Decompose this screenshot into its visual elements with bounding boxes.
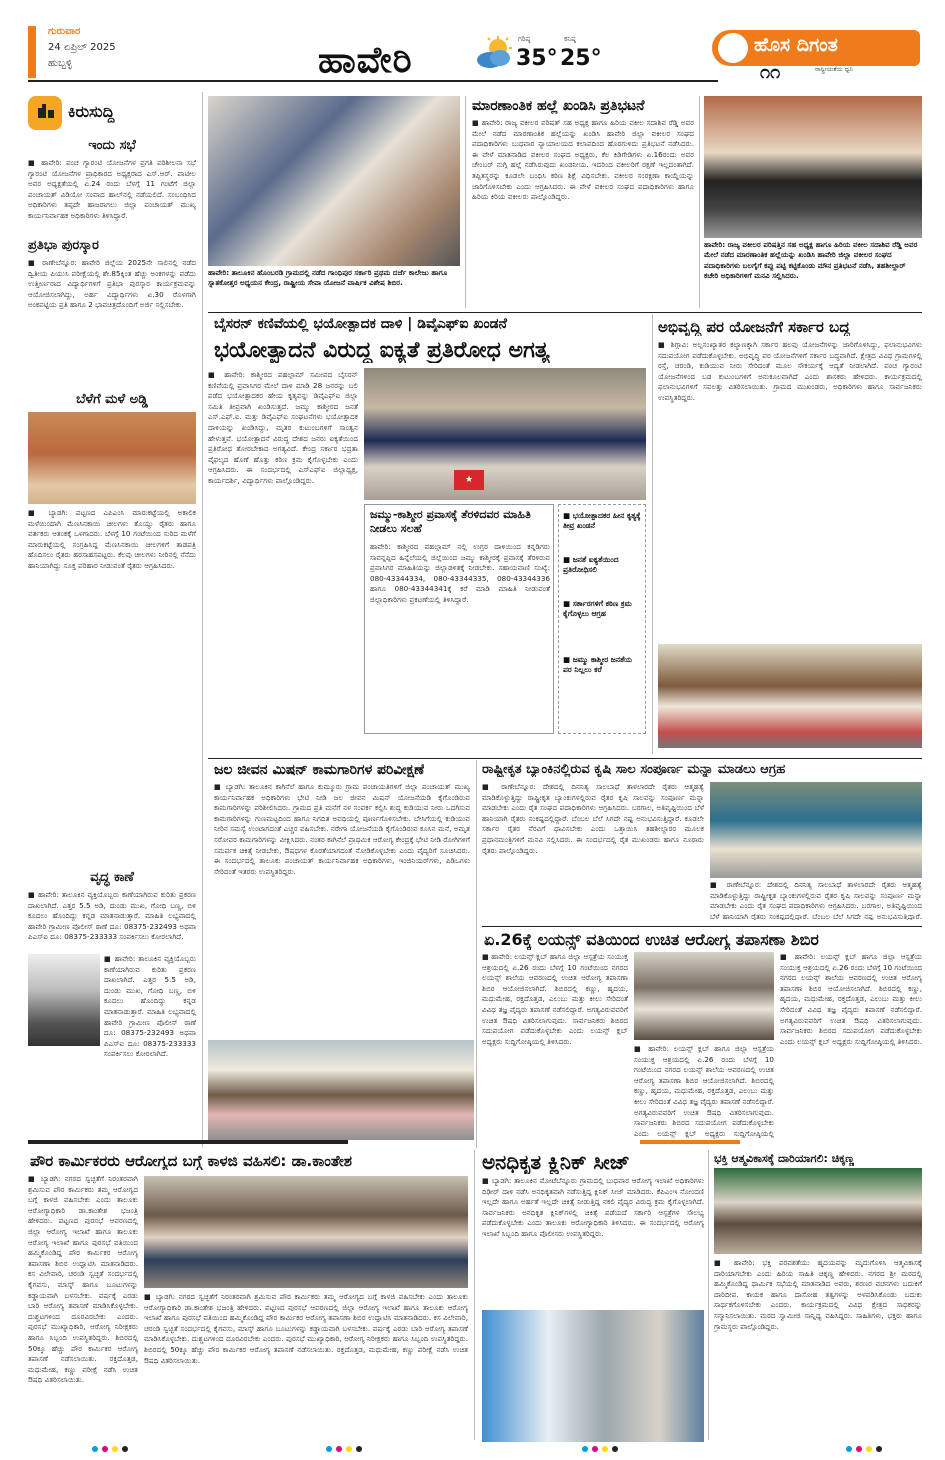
bullet-item <box>563 599 643 619</box>
min-temp: 25° <box>560 46 602 71</box>
clinic-seize-photo <box>482 1310 704 1442</box>
page-title: ಹಾವೇರಿ <box>318 40 413 81</box>
lawyers-protest-caption: ಹಾವೇರಿ: ರಾಜ್ಯ ವಕೀಲರ ಪರಿಷತ್ತಿನ ಸಹ ಅಧ್ಯಕ್ಷ ಹಾಗೂ ಹಿರಿಯ ವಕೀಲ ಸದಾಶಿವ ರೆಡ್ಡಿ ಅವರ ಮೇಲೆ ನಡೆದ ಮಾರಣಾಂತಿಕ ಹಲ್ಲೆಯನ್ನು ಖಂಡಿಸಿ ಹಾವೇರಿ ಜಿಲ್ಲಾ ವಕೀಲರ ಸಂಘದ ಪದಾಧಿಕಾರಿಗಳು ಬಲಗೈಗೆ ಕಪ್ಪು ಪಟ್ಟಿ ಕಟ್ಟಿಕೊಂಡು ಮೌನ ಪ್ರತಿಭಟನೆ ನಡೆಸಿ, ತಹಶೀಲ್ದಾರ್ ಕಚೇರಿ ಅಧಿಕಾರಿಗಳಿಗೆ ಮನವಿ ಸಲ್ಲಿಸಿದರು. <box>704 240 918 281</box>
bullet-text: ಜನತೆ ಐಕ್ಯತೆಯಿಂದ ಪ್ರತಿರೋಧಿಸಲಿ <box>563 555 619 574</box>
devotion-event-photo <box>714 1168 922 1254</box>
water-mission-body: ■ ಬ್ಯಾಡಗಿ: ತಾಲೂಕಿನ ಕಾಗಿನೆಲೆ ಹಾಗೂ ಕುಮ್ಮೂರು ಗ್ರಾಮ ಪಂಚಾಯತಿಗಳಿಗೆ ಜಿಲ್ಲಾ ಪಂಚಾಯತ್ ಮುಖ್ಯ ಕಾರ್ಯನಿರ್ವಾಹಕ ಅಧಿಕಾರಿಗಳು ಭೇಟಿ ನೀಡಿ ಜಲ ಜೀವನ ಮಿಷನ್ ಯೋಜನೆಯಡಿ ಕೈಗೊಂಡಿರುವ ಕಾಮಗಾರಿಗಳನ್ನು ಪರಿಶೀಲಿಸಿದರು. ಗ್ರಾಮದ ಪ್ರತಿ ಮನೆಗೆ ನಳ ಸಂಪರ್ಕ ಕಲ್ಪಿಸಿ ಶುದ್ಧ ಕುಡಿಯುವ ನೀರು ಒದಗಿಸುವ ಕಾಮಗಾರಿಗಳನ್ನು ಗುಣಮಟ್ಟದಿಂದ ಹಾಗೂ ನಿಗದಿತ ಅವಧಿಯಲ್ಲಿ ಪೂರ್ಣಗೊಳಿಸಬೇಕು. ಬೇಸಿಗೆಯಲ್ಲಿ ಕುಡಿಯುವ ನೀರಿನ ಸಮಸ್ಯೆ ಉಂಟಾಗದಂತೆ ಎಚ್ಚರ ವಹಿಸಬೇಕು. ನರೇಗಾ ಯೋಜನೆಯಡಿ ಕೈಗೊಂಡಿರುವ ಕೂಸಿನ ಮನೆ, ಅಮೃತ ಸರೋವರ ಕಾಮಗಾರಿಗಳನ್ನು ವೀಕ್ಷಿಸಿದರು. ನಂತರ ಕಾಗಿನೆಲೆ ಪ್ರಾಥಮಿಕ ಆರೋಗ್ಯ ಕೇಂದ್ರಕ್ಕೆ ಭೇಟಿ ನೀಡಿ ರೋಗಿಗಳಿಗೆ ಸಮರ್ಪಕ ಚಿಕಿತ್ಸೆ ನೀಡಬೇಕು, ಔಷಧಗಳ ಕೊರತೆಯಾಗದಂತೆ ನೋಡಿಕೊಳ್ಳಬೇಕು ಎಂದು ವೈದ್ಯರಿಗೆ ಸೂಚಿಸಿದರು. ಈ ಸಂದರ್ಭದಲ್ಲಿ ತಾಲೂಕು ಪಂಚಾಯತ್ ಕಾರ್ಯನಿರ್ವಾಹಕ ಅಧಿಕಾರಿಗಳು, ಇಂಜಿನಿಯರ್‌ಗಳು, ಪಿಡಿಒಗಳು ಸೇರಿದಂತೆ ಇತರರು ಉಪಸ್ಥಿತರಿದ್ದರು. <box>214 782 470 876</box>
loan-waiver-body: ■ ರಾಣೇಬೆನ್ನೂರ: ದೇಶದಲ್ಲಿ ದಿನನಿತ್ಯ ಸಾಲಬಾಧೆ ತಾಳಲಾರದೇ ರೈತರು ಆತ್ಮಹತ್ಯೆ ಮಾಡಿಕೊಳ್ಳುತ್ತಿದ್ದು ರಾಷ್ಟ್ರೀಕೃತ ಬ್ಯಾಂಕುಗಳಲ್ಲಿರುವ ರೈತರ ಕೃಷಿ ಸಾಲವನ್ನು ಸಂಪೂರ್ಣ ಮನ್ನಾ ಮಾಡಬೇಕು ಎಂದು ರೈತ ಸಂಘದ ಪದಾಧಿಕಾರಿಗಳು ಆಗ್ರಹಿಸಿದರು. ಬರಗಾಲ, ಅತಿವೃಷ್ಟಿಯಿಂದ ಬೆಳೆ ಹಾನಿಯಾಗಿ ರೈತರು ಸಂಕಷ್ಟದಲ್ಲಿದ್ದಾರೆ. ಬೆಂಬಲ ಬೆಲೆ ಸಿಗದೇ ನಷ್ಟ ಅನುಭವಿಸುತ್ತಿದ್ದಾರೆ. ಕೂಡಲೇ ಸರ್ಕಾರ ರೈತರ ನೆರವಿಗೆ ಧಾವಿಸಬೇಕು ಎಂದು ಒತ್ತಾಯಿಸಿ ತಹಶೀಲ್ದಾರರ ಮೂಲಕ ಪ್ರಧಾನಮಂತ್ರಿಗಳಿಗೆ ಮನವಿ ಸಲ್ಲಿಸಿದರು. ಈ ಸಂದರ್ಭದಲ್ಲಿ ರೈತ ಮುಖಂಡರು ಹಾಗೂ ನೂರಾರು ರೈತರು ಪಾಲ್ಗೊಂಡಿದ್ದರು. <box>482 782 704 855</box>
bullet-icon: ■ <box>563 599 573 608</box>
column-divider-bottom-1 <box>474 1150 475 1440</box>
bullet-text: ಭಯೋತ್ಪಾದಕರ ಹೀನ ಕೃತ್ಯಕ್ಕೆ ತೀವ್ರ ಖಂಡನೆ <box>563 511 641 530</box>
kiru-story-3-body: ■ ಬ್ಯಾಡಗಿ: ಪಟ್ಟಣದ ಎಪಿಎಂಸಿ ಮಾರುಕಟ್ಟೆಯಲ್ಲಿ ಅಕಾಲಿಕ ಮಳೆಯಿಂದಾಗಿ ಮೆಣಸಿನಕಾಯಿ ಚೀಲಗಳು ತೊಯ್ದು ರೈತರು ಹಾಗೂ ವರ್ತಕರು ಆತಂಕಕ್ಕೆ ಒಳಗಾದರು. ಬೆಳಗ್ಗೆ 10 ಗಂಟೆಯಿಂದ ಸುರಿದ ಮಳೆಗೆ ಮಾರುಕಟ್ಟೆಯಲ್ಲಿ ಸಂಗ್ರಹಿಸಿದ್ದ ಮೆಣಸಿನಕಾಯಿ ಚೀಲಗಳಿಗೆ ತಾಡಪತ್ರಿ ಹೊದಿಸಲು ರೈತರು ಹರಸಾಹಸಪಟ್ಟರು. ಕೆಲವು ಚೀಲಗಳು ನೀರಿನಲ್ಲಿ ನೆನೆದು ಹಾನಿಯಾಗಿದ್ದು ಸೂಕ್ತ ಪರಿಹಾರ ನೀಡುವಂತೆ ರೈತರು ಆಗ್ರಹಿಸಿದರು. <box>28 508 196 570</box>
section-rule-1 <box>208 312 922 313</box>
dev-title: ಅಭಿವೃದ್ಧಿ ಪರ ಯೋಜನೆಗೆ ಸರ್ಕಾರ ಬದ್ಧ <box>658 318 851 336</box>
fold-bar-left <box>28 1140 348 1144</box>
lead-kicker: ಬೈಸರನ್ ಕಣಿವೆಯಲ್ಲಿ ಭಯೋತ್ಪಾದಕ ದಾಳಿ | ಡಿವೈಎಫ್ಐ ಖಂಡನೆ <box>214 316 507 332</box>
kashmir-box-body: ಹಾವೇರಿ: ಕಾಶ್ಮೀರದ ಪಹಲ್ಗಾಮ್ ನಲ್ಲಿ ಉಗ್ರರ ದಾಳಿಯಿಂದ ಕನ್ನಡಿಗರು ಸಾವನ್ನಪ್ಪಿದ ಹಿನ್ನೆಲೆಯಲ್ಲಿ ಜಿಲ್ಲೆಯಿಂದ ಜಮ್ಮು ಕಾಶ್ಮೀರಕ್ಕೆ ಪ್ರವಾಸಕ್ಕೆ ತೆರಳಿರುವ ಪ್ರವಾಸಿಗರ ಮಾಹಿತಿಯನ್ನು ಜಿಲ್ಲಾಡಳಿತಕ್ಕೆ ನೀಡಬೇಕು. ಸಹಾಯವಾಣಿ ಸಂಖ್ಯೆ: 080-43344334, 080-43344335, 080-43344336 ಹಾಗೂ 080-43344341ಕ್ಕೆ ಕರೆ ಮಾಡಿ ಮಾಹಿತಿ ನೀಡುವಂತೆ ಜಿಲ್ಲಾಧಿಕಾರಿಗಳು ಪ್ರಕಟಣೆಯಲ್ಲಿ ತಿಳಿಸಿದ್ದಾರೆ. <box>370 542 550 604</box>
chilli-market-photo <box>28 412 196 504</box>
lead-headline: ಭಯೋತ್ಪಾದನೆ ವಿರುದ್ಧ ಐಕ್ಯತೆ ಪ್ರತಿರೋಧ ಅಗತ್ಯ <box>214 338 550 363</box>
column-divider-top-2 <box>699 96 700 308</box>
dev-body: ■ ಶಿಗ್ಗಾವಿ: ಅಲ್ಪಸಂಖ್ಯಾತರ ಕಲ್ಯಾಣಕ್ಕಾಗಿ ಸರ್ಕಾರ ಹಲವು ಯೋಜನೆಗಳನ್ನು ಜಾರಿಗೊಳಿಸಿದ್ದು, ಫಲಾನುಭವಿಗಳು ಸದುಪಯೋಗ ಪಡೆದುಕೊಳ್ಳಬೇಕು. ಅಭಿವೃದ್ಧಿ ಪರ ಯೋಜನೆಗಳಿಗೆ ಸರ್ಕಾರ ಬದ್ಧವಾಗಿದೆ. ಕ್ಷೇತ್ರದ ವಿವಿಧ ಗ್ರಾಮಗಳಲ್ಲಿ ರಸ್ತೆ, ಚರಂಡಿ, ಕುಡಿಯುವ ನೀರು ಸೇರಿದಂತೆ ಮೂಲ ಸೌಕರ್ಯಕ್ಕೆ ಆದ್ಯತೆ ನೀಡಲಾಗಿದೆ. ಪಂಚ ಗ್ಯಾರಂಟಿ ಯೋಜನೆಗಳಿಂದ ಬಡ ಕುಟುಂಬಗಳಿಗೆ ಅನುಕೂಲವಾಗಿದೆ ಎಂದು ಶಾಸಕರು ಹೇಳಿದರು. ಕಾರ್ಯಕ್ರಮದಲ್ಲಿ ಫಲಾನುಭವಿಗಳಿಗೆ ಸವಲತ್ತು ವಿತರಿಸಲಾಯಿತು. ಗ್ರಾಮದ ಮುಖಂಡರು, ಅಧಿಕಾರಿಗಳು ಹಾಗೂ ಸಾರ್ವಜನಿಕರು ಉಪಸ್ಥಿತರಿದ್ದರು. <box>658 340 922 402</box>
bullet-text: ಸರ್ಕಾರಗಳಿಗೆ ಕಠಿಣ ಕ್ರಮ ಕೈಗೊಳ್ಳಲು ಆಗ್ರಹ <box>563 599 632 618</box>
bullet-icon: ■ <box>563 555 573 564</box>
sanitation-workers-body-2: ■ ಬ್ಯಾಡಗಿ: ನಗರದ ಸ್ವಚ್ಛತೆಗೆ ನಿರಂತರವಾಗಿ ಶ್ರಮಿಸುವ ಪೌರ ಕಾರ್ಮಿಕರು ತಮ್ಮ ಆರೋಗ್ಯದ ಬಗ್ಗೆ ಕಾಳಜಿ ವಹಿಸಬೇಕು ಎಂದು ತಾಲೂಕು ಆರೋಗ್ಯಾಧಿಕಾರಿ ಡಾ.ಕಾಂತೇಶ ಭಜಂತ್ರಿ ಹೇಳಿದರು. ಪಟ್ಟಣದ ಪುರಸಭೆ ಆವರಣದಲ್ಲಿ ಜಿಲ್ಲಾ ಆರೋಗ್ಯ ಇಲಾಖೆ ಹಾಗೂ ತಾಲೂಕು ಆರೋಗ್ಯ ಇಲಾಖೆ ಹಾಗೂ ಪುರಸಭೆ ವತಿಯಿಂದ ಹಮ್ಮಿಕೊಂಡಿದ್ದ ಪೌರ ಕಾರ್ಮಿಕರ ಆರೋಗ್ಯ ತಪಾಸಣಾ ಶಿಬಿರ ಉದ್ಘಾಟಿಸಿ ಮಾತನಾಡಿದರು. ಕಸ ವಿಲೇವಾರಿ, ಚರಂಡಿ ಸ್ವಚ್ಛತೆ ಸಂದರ್ಭದಲ್ಲಿ ಕೈಗವಸು, ಮಾಸ್ಕ್ ಹಾಗೂ ಬೂಟುಗಳನ್ನು ಕಡ್ಡಾಯವಾಗಿ ಬಳಸಬೇಕು. ವರ್ಷಕ್ಕೆ ಎರಡು ಬಾರಿ ಆರೋಗ್ಯ ತಪಾಸಣೆ ಮಾಡಿಸಿಕೊಳ್ಳಬೇಕು. ದುಶ್ಚಟಗಳಿಂದ ದೂರವಿರಬೇಕು ಎಂದರು. ಪುರಸಭೆ ಮುಖ್ಯಾಧಿಕಾರಿ, ಆರೋಗ್ಯ ನಿರೀಕ್ಷಕರು ಹಾಗೂ ಸಿಬ್ಬಂದಿ ಉಪಸ್ಥಿತರಿದ್ದರು. ಶಿಬಿರದಲ್ಲಿ 50ಕ್ಕೂ ಹೆಚ್ಚು ಪೌರ ಕಾರ್ಮಿಕರ ಆರೋಗ್ಯ ತಪಾಸಣೆ ನಡೆಸಲಾಯಿತು. ರಕ್ತದೊತ್ತಡ, ಮಧುಮೇಹ, ಕಣ್ಣು ಪರೀಕ್ಷೆ ನಡೆಸಿ ಉಚಿತ ಔಷಧಿ ವಿತರಿಸಲಾಯಿತು. <box>144 1292 468 1365</box>
devotion-body: ■ ಹಾವೇರಿ: ಭಕ್ತಿ ಪರವಶತೆಯು ಹೃದಯವನ್ನು ಮೃದುಗೊಳಿಸಿ ಆತ್ಮವಿಕಾಸಕ್ಕೆ ದಾರಿಯಾಗಬೇಕು ಎಂದು ಹಿರಿಯ ಸಾಹಿತಿ ಚಿಕ್ಕಣ್ಣ ಹೇಳಿದರು. ನಗರದ ಶ್ರೀ ಮಠದಲ್ಲಿ ಹಮ್ಮಿಕೊಂಡಿದ್ದ ಧಾರ್ಮಿಕ ಸಭೆಯಲ್ಲಿ ಮಾತನಾಡಿದ ಅವರು, ಶರಣರ ವಚನಗಳು ಬದುಕಿಗೆ ದಾರಿದೀಪ. ಕಾಯಕ ಹಾಗೂ ದಾಸೋಹ ತತ್ವಗಳನ್ನು ಅಳವಡಿಸಿಕೊಂಡು ಬದುಕು ಸಾರ್ಥಕಗೊಳಿಸಬೇಕು ಎಂದರು. ಕಾರ್ಯಕ್ರಮದಲ್ಲಿ ವಿವಿಧ ಕ್ಷೇತ್ರದ ಸಾಧಕರನ್ನು ಸನ್ಮಾನಿಸಲಾಯಿತು. ಮಠದ ಸ್ವಾಮೀಜಿ ಸಾನ್ನಿಧ್ಯ ವಹಿಸಿದ್ದರು. ಸಾಹಿತಿಗಳು, ಭಕ್ತರು ಹಾಗೂ ಗ್ರಾಮಸ್ಥರು ಪಾಲ್ಗೊಂಡಿದ್ದರು. <box>714 1258 922 1331</box>
max-temp-label: ಗರಿಷ್ಠ <box>518 35 531 43</box>
registration-dots-right <box>846 1446 882 1452</box>
section-rule-3 <box>482 926 922 927</box>
max-temp: 35° <box>516 46 558 71</box>
devotion-title: ಭಕ್ತಿ ಆತ್ಮವಿಕಾಸಕ್ಕೆ ದಾರಿಯಾಗಲಿ: ಚಿಕ್ಕಣ್ಣ <box>714 1152 855 1165</box>
column-divider-lower <box>476 760 477 1148</box>
brand-logo-icon <box>718 33 748 63</box>
column-divider-bottom-2 <box>708 1150 709 1440</box>
water-mission-photo <box>208 1040 474 1140</box>
lawyer-protest-body: ■ ಹಾವೇರಿ: ರಾಜ್ಯ ವಕೀಲರ ಪರಿಷತ್ ಸಹ ಅಧ್ಯಕ್ಷ ಹಾಗೂ ಹಿರಿಯ ವಕೀಲ ಸದಾಶಿವ ರೆಡ್ಡಿ ಅವರ ಮೇಲೆ ನಡೆದ ಮಾರಣಾಂತಿಕ ಹಲ್ಲೆಯನ್ನು ಖಂಡಿಸಿ ಹಾವೇರಿ ಜಿಲ್ಲಾ ವಕೀಲರ ಸಂಘದ ಪದಾಧಿಕಾರಿಗಳು ಬುಧವಾರ ನ್ಯಾಯಾಲಯದ ಕಲಾಪದಿಂದ ಹೊರಗುಳಿದು ಪ್ರತಿಭಟನೆ ನಡೆಸಿದರು. ಈ ವೇಳೆ ಮಾತನಾಡಿದ ವಕೀಲರ ಸಂಘದ ಅಧ್ಯಕ್ಷರು, ಕೆಲ ಕಿಡಿಗೇಡಿಗಳು ಏ.16ರಂದು ಅವರ ಚೇಂಬರ್ ನುಗ್ಗಿ ಹಲ್ಲೆ ನಡೆಸಿರುವುದು ಖಂಡನೀಯ. ಇದರಿಂದ ವಕೀಲರಿಗೆ ರಕ್ಷಣೆ ಇಲ್ಲದಂತಾಗಿದೆ. ತಪ್ಪಿತಸ್ಥರನ್ನು ಕೂಡಲೇ ಬಂಧಿಸಿ ಕಠಿಣ ಶಿಕ್ಷೆ ವಿಧಿಸಬೇಕು. ವಕೀಲರ ಸಂರಕ್ಷಣಾ ಕಾಯ್ದೆಯನ್ನು ಜಾರಿಗೊಳಿಸಬೇಕು ಎಂದು ಆಗ್ರಹಿಸಿದರು. ಈ ವೇಳೆ ವಕೀಲರ ಸಂಘದ ಪದಾಧಿಕಾರಿಗಳು ಹಾಗೂ ಹಿರಿಯ ಕಿರಿಯ ವಕೀಲರು ಪಾಲ್ಗೊಂಡಿದ್ದರು. <box>472 118 694 202</box>
page-number: ೧೧ <box>760 62 781 83</box>
sanitation-camp-photo <box>144 1176 468 1288</box>
kiru-story-2-title: ಪ್ರತಿಭಾ ಪುರಸ್ಕಾರ <box>28 238 99 253</box>
nss-camp-photo <box>208 96 460 266</box>
water-mission-title: ಜಲ ಜೀವನ ಮಿಷನ್ ಕಾಮಗಾರಿಗಳ ಪರಿವೀಕ್ಷಣೆ <box>214 762 425 778</box>
bullet-text: ಜಮ್ಮು ಕಾಶ್ಮೀರ ಜನತೆಯ ಪರ ನಿಲ್ಲಲು ಕರೆ <box>563 655 633 674</box>
loan-waiver-title: ರಾಷ್ಟ್ರೀಕೃತ ಬ್ಯಾಂಕಿನಲ್ಲಿರುವ ಕೃಷಿ ಸಾಲ ಸಂಪೂರ್ಣ ಮನ್ನಾ ಮಾಡಲು ಆಗ್ರಹ <box>482 762 786 777</box>
sanitation-workers-title: ಪೌರ ಕಾರ್ಮಿಕರರು ಆರೋಗ್ಯದ ಬಗ್ಗೆ ಕಾಳಜಿ ವಹಿಸಲಿ: ಡಾ.ಕಾಂತೇಶ <box>30 1152 352 1170</box>
masthead <box>0 0 945 92</box>
masthead-day: ಗುರುವಾರ <box>48 26 81 37</box>
kiru-story-2-body: ■ ರಾಣೇಬೆನ್ನೂರ: ಹಾವೇರಿ ಜಿಲ್ಲೆಯ 2025ನೇ ಸಾಲಿನಲ್ಲಿ ನಡೆದ ದ್ವಿತೀಯ ಪಿಯುಸಿ ಪರೀಕ್ಷೆಯಲ್ಲಿ ಶೇ.85ಕ್ಕಿಂತ ಹೆಚ್ಚು ಅಂಕಗಳನ್ನು ಪಡೆದು ಉತ್ತೀರ್ಣರಾದ ವಿದ್ಯಾರ್ಥಿಗಳಿಗೆ ಪ್ರತಿಭಾ ಪುರಸ್ಕಾರ ಕಾರ್ಯಕ್ರಮವನ್ನು ಆಯೋಜಿಸಲಾಗಿದ್ದು, ಅರ್ಹ ವಿದ್ಯಾರ್ಥಿಗಳು ಏ.30 ರೊಳಗಾಗಿ ಅಂಕಪಟ್ಟಿಯ ಪ್ರತಿ ಹಾಗೂ 2 ಭಾವಚಿತ್ರದೊಂದಿಗೆ ಅರ್ಜಿ ಸಲ್ಲಿಸಬೇಕು. <box>28 258 196 310</box>
bullet-item <box>563 655 643 675</box>
dev-event-photo <box>658 644 922 748</box>
sfi-dyfi-protest-photo <box>364 368 646 500</box>
bullet-item <box>563 511 643 531</box>
kiru-story-1-title: ಇಂದು ಸಭೆ <box>88 138 136 153</box>
hand-icon <box>28 96 62 130</box>
lawyer-protest-title: ಮಾರಣಾಂತಿಕ ಹಲ್ಲೆ ಖಂಡಿಸಿ ಪ್ರತಿಭಟನೆ <box>472 98 645 114</box>
registration-dots-left <box>92 1446 128 1452</box>
nss-camp-caption: ಹಾವೇರಿ: ತಾಲೂಕಿನ ಹೊಂಬರಡಿ ಗ್ರಾಮದಲ್ಲಿ ನಡೆದ ಗಾಂಧಿಪುರ ಸರ್ಕಾರಿ ಪ್ರಥಮ ದರ್ಜೆ ಕಾಲೇಜು ಹಾಗೂ ಸ್ನಾತಕೋತ್ತರ ಅಧ್ಯಯನ ಕೇಂದ್ರ, ರಾಷ್ಟ್ರೀಯ ಸೇವಾ ಯೋಜನೆ ವಾರ್ಷಿಕ ವಿಶೇಷ ಶಿಬಿರ. <box>208 268 448 288</box>
lead-bullets <box>558 504 646 734</box>
missing-person-photo <box>28 954 100 1046</box>
column-divider-left <box>202 92 203 1147</box>
lead-body: ■ ಹಾವೇರಿ: ಕಾಶ್ಮೀರದ ಪಹಲ್ಗಾಮ್ ಸಮೀಪದ ಬೈಸರನ್ ಕಣಿವೆಯಲ್ಲಿ ಪ್ರವಾಸಿಗರ ಮೇಲೆ ದಾಳಿ ಮಾಡಿ 28 ಜನರನ್ನು ಬಲಿ ಪಡೆದ ಭಯೋತ್ಪಾದಕರ ಹೇಯ ಕೃತ್ಯವನ್ನು ಡಿವೈಎಫ್ಐ ಜಿಲ್ಲಾ ಸಮಿತಿ ತೀವ್ರವಾಗಿ ಖಂಡಿಸುತ್ತದೆ. ಜಮ್ಮು ಕಾಶ್ಮೀರದ ಜನತೆ ಎಸ್.ಎಫ್.ಐ. ಮತ್ತು ಡಿವೈಎಫ್ಐ ಸಂಘಟನೆಗಳು ಭಯೋತ್ಪಾದಕ ದಾಳಿಯನ್ನು ಖಂಡಿಸಿದ್ದು, ಮೃತರ ಕುಟುಂಬಗಳಿಗೆ ಸಾಂತ್ವನ ಹೇಳುತ್ತವೆ. ಭಯೋತ್ಪಾದನೆ ವಿರುದ್ಧ ದೇಶದ ಜನರು ಐಕ್ಯತೆಯಿಂದ ಪ್ರತಿರೋಧ ತೋರಬೇಕಾದ ಅಗತ್ಯವಿದೆ. ಕೇಂದ್ರ ಸರ್ಕಾರ ಭದ್ರತಾ ವೈಫಲ್ಯದ ಹೊಣೆ ಹೊತ್ತು ಕಠಿಣ ಕ್ರಮ ಕೈಗೊಳ್ಳಬೇಕು ಎಂದು ಆಗ್ರಹಿಸಿದರು. ಈ ಸಂದರ್ಭದಲ್ಲಿ ಎಸ್ಎಫ್ಐ ಜಿಲ್ಲಾಧ್ಯಕ್ಷ, ಕಾರ್ಯದರ್ಶಿ, ವಿದ್ಯಾರ್ಥಿಗಳು ಪಾಲ್ಗೊಂಡಿದ್ದರು. <box>208 370 358 485</box>
lions-camp-body-3: ■ ಹಾವೇರಿ: ಲಯನ್ಸ್ ಕ್ಲಬ್ ಹಾಗೂ ಜಿಲ್ಲಾ ಆಸ್ಪತ್ರೆಯ ಸಂಯುಕ್ತ ಆಶ್ರಯದಲ್ಲಿ ಏ.26 ರಂದು ಬೆಳಗ್ಗೆ 10 ಗಂಟೆಯಿಂದ ನಗರದ ಲಯನ್ಸ್ ಶಾಲೆಯ ಆವರಣದಲ್ಲಿ ಉಚಿತ ಆರೋಗ್ಯ ತಪಾಸಣಾ ಶಿಬಿರ ಆಯೋಜಿಸಲಾಗಿದೆ. ಶಿಬಿರದಲ್ಲಿ ಕಣ್ಣು, ಹೃದಯ, ಮಧುಮೇಹ, ರಕ್ತದೊತ್ತಡ, ಎಲುಬು ಮತ್ತು ಕೀಲು ಸೇರಿದಂತೆ ವಿವಿಧ ತಜ್ಞ ವೈದ್ಯರು ತಪಾಸಣೆ ನಡೆಸಲಿದ್ದಾರೆ. ಅಗತ್ಯವಿರುವವರಿಗೆ ಉಚಿತ ಔಷಧಿ ವಿತರಿಸಲಾಗುವುದು. ಸಾರ್ವಜನಿಕರು ಶಿಬಿರದ ಸದುಪಯೋಗ ಪಡೆದುಕೊಳ್ಳಬೇಕು ಎಂದು ಲಯನ್ಸ್ ಕ್ಲಬ್ ಅಧ್ಯಕ್ಷರು ಸುದ್ದಿಗೋಷ್ಠಿಯಲ್ಲಿ ತಿಳಿಸಿದರು. <box>780 952 922 1046</box>
masthead-date: 24 ಏಪ್ರಿಲ್ 2025 <box>48 42 116 53</box>
sanitation-workers-body: ■ ಬ್ಯಾಡಗಿ: ನಗರದ ಸ್ವಚ್ಛತೆಗೆ ನಿರಂತರವಾಗಿ ಶ್ರಮಿಸುವ ಪೌರ ಕಾರ್ಮಿಕರು ತಮ್ಮ ಆರೋಗ್ಯದ ಬಗ್ಗೆ ಕಾಳಜಿ ವಹಿಸಬೇಕು ಎಂದು ತಾಲೂಕು ಆರೋಗ್ಯಾಧಿಕಾರಿ ಡಾ.ಕಾಂತೇಶ ಭಜಂತ್ರಿ ಹೇಳಿದರು. ಪಟ್ಟಣದ ಪುರಸಭೆ ಆವರಣದಲ್ಲಿ ಜಿಲ್ಲಾ ಆರೋಗ್ಯ ಇಲಾಖೆ ಹಾಗೂ ತಾಲೂಕು ಆರೋಗ್ಯ ಇಲಾಖೆ ಹಾಗೂ ಪುರಸಭೆ ವತಿಯಿಂದ ಹಮ್ಮಿಕೊಂಡಿದ್ದ ಪೌರ ಕಾರ್ಮಿಕರ ಆರೋಗ್ಯ ತಪಾಸಣಾ ಶಿಬಿರ ಉದ್ಘಾಟಿಸಿ ಮಾತನಾಡಿದರು. ಕಸ ವಿಲೇವಾರಿ, ಚರಂಡಿ ಸ್ವಚ್ಛತೆ ಸಂದರ್ಭದಲ್ಲಿ ಕೈಗವಸು, ಮಾಸ್ಕ್ ಹಾಗೂ ಬೂಟುಗಳನ್ನು ಕಡ್ಡಾಯವಾಗಿ ಬಳಸಬೇಕು. ವರ್ಷಕ್ಕೆ ಎರಡು ಬಾರಿ ಆರೋಗ್ಯ ತಪಾಸಣೆ ಮಾಡಿಸಿಕೊಳ್ಳಬೇಕು. ದುಶ್ಚಟಗಳಿಂದ ದೂರವಿರಬೇಕು ಎಂದರು. ಪುರಸಭೆ ಮುಖ್ಯಾಧಿಕಾರಿ, ಆರೋಗ್ಯ ನಿರೀಕ್ಷಕರು ಹಾಗೂ ಸಿಬ್ಬಂದಿ ಉಪಸ್ಥಿತರಿದ್ದರು. ಶಿಬಿರದಲ್ಲಿ 50ಕ್ಕೂ ಹೆಚ್ಚು ಪೌರ ಕಾರ್ಮಿಕರ ಆರೋಗ್ಯ ತಪಾಸಣೆ ನಡೆಸಲಾಯಿತು. ರಕ್ತದೊತ್ತಡ, ಮಧುಮೇಹ, ಕಣ್ಣು ಪರೀಕ್ಷೆ ನಡೆಸಿ ಉಚಿತ ಔಷಧಿ ವಿತರಿಸಲಾಯಿತು. <box>28 1174 138 1385</box>
registration-dots-mid <box>326 1446 362 1452</box>
kiru-story-4-title: ವೃದ್ಧ ಕಾಣೆ <box>90 870 134 885</box>
clinic-seize-body: ■ ಬ್ಯಾಡಗಿ: ತಾಲೂಕಿನ ಮೋಟೆಬೆನ್ನೂರು ಗ್ರಾಮದಲ್ಲಿ ಬುಧವಾರ ಆರೋಗ್ಯ ಇಲಾಖೆ ಅಧಿಕಾರಿಗಳು ದಿಢೀರ್ ದಾಳಿ ನಡೆಸಿ ಅನಧಿಕೃತವಾಗಿ ನಡೆಸುತ್ತಿದ್ದ ಕ್ಲಿನಿಕ್ ಸೀಜ್ ಮಾಡಿದರು. ಕೆಪಿಎಂಇ ನೋಂದಣಿ ಇಲ್ಲದೇ ಹಾಗೂ ಅರ್ಹತೆ ಇಲ್ಲದೇ ಚಿಕಿತ್ಸೆ ನೀಡುತ್ತಿದ್ದ ನಕಲಿ ವೈದ್ಯರ ವಿರುದ್ಧ ಕ್ರಮ ಕೈಗೊಳ್ಳಲಾಗಿದೆ. ಸಾರ್ವಜನಿಕರು ಅನಧಿಕೃತ ಕ್ಲಿನಿಕ್‌ಗಳಲ್ಲಿ ಚಿಕಿತ್ಸೆ ಪಡೆಯದೆ ಸರ್ಕಾರಿ ಆಸ್ಪತ್ರೆಗಳ ಸೌಲಭ್ಯ ಪಡೆದುಕೊಳ್ಳಬೇಕು ಎಂದು ತಾಲೂಕು ಆರೋಗ್ಯಾಧಿಕಾರಿ ತಿಳಿಸಿದರು. ಈ ಸಂದರ್ಭದಲ್ಲಿ ಆರೋಗ್ಯ ಇಲಾಖೆ ಸಿಬ್ಬಂದಿ ಹಾಗೂ ಪೊಲೀಸರು ಉಪಸ್ಥಿತರಿದ್ದರು. <box>482 1176 704 1238</box>
kiru-story-1-body: ■ ಹಾವೇರಿ: ಪಂಚ ಗ್ಯಾರಂಟಿ ಯೋಜನೆಗಳ ಪ್ರಗತಿ ಪರಿಶೀಲನಾ ಸಭೆ ಗ್ಯಾರಂಟಿ ಯೋಜನೆಗಳ ಪ್ರಾಧಿಕಾರದ ಅಧ್ಯಕ್ಷರಾದ ಎಸ್.ಆರ್. ಪಾಟೀಲ ಅವರ ಅಧ್ಯಕ್ಷತೆಯಲ್ಲಿ ಏ.24 ರಂದು ಬೆಳಗ್ಗೆ 11 ಗಂಟೆಗೆ ಜಿಲ್ಲಾ ಪಂಚಾಯತ್ ವಿಡಿಯೋ ಸಂವಾದ ಹಾಲ್‌ನಲ್ಲಿ ನಡೆಯಲಿದೆ. ಸಂಬಂಧಿಸಿದ ಅಧಿಕಾರಿಗಳು ತಪ್ಪದೇ ಹಾಜರಾಗಲು ಜಿಲ್ಲಾ ಪಂಚಾಯತ್ ಮುಖ್ಯ ಕಾರ್ಯನಿರ್ವಾಹಕ ಅಧಿಕಾರಿಗಳು ತಿಳಿಸಿದ್ದಾರೆ. <box>28 158 196 220</box>
masthead-left-strip <box>28 26 36 78</box>
kiru-story-4-body-top: ■ ಹಾವೇರಿ: ತಾಲೂಕಿನ ವ್ಯಕ್ತಿಯೊಬ್ಬರು ಕಾಣೆಯಾಗಿರುವ ಕುರಿತು ಪ್ರಕರಣ ದಾಖಲಾಗಿದೆ. ಎತ್ತರ 5.5 ಅಡಿ, ದುಂಡು ಮುಖ, ಗೋಧಿ ಬಣ್ಣ, ಬಿಳಿ ಕೂದಲು ಹೊಂದಿದ್ದು ಕನ್ನಡ ಮಾತನಾಡುತ್ತಾರೆ. ಮಾಹಿತಿ ಲಭ್ಯವಾದಲ್ಲಿ ಹಾವೇರಿ ಗ್ರಾಮೀಣ ಪೊಲೀಸ್ ಠಾಣೆ ದೂ: 08375-232493 ಅಥವಾ ಪಿಎಸ್ಐ ದೂ: 08375-233333 ಸಂಪರ್ಕಿಸಲು ಕೋರಲಾಗಿದೆ. <box>28 890 196 942</box>
kashmir-box-title: ಜಮ್ಮು-ಕಾಶ್ಮೀರ ಪ್ರವಾಸಕ್ಕೆ ತೆರಳಿದವರ ಮಾಹಿತಿ ನೀಡಲು ಸಲಹೆ <box>370 508 531 535</box>
loan-waiver-body-right: ■ ರಾಣೇಬೆನ್ನೂರ: ದೇಶದಲ್ಲಿ ದಿನನಿತ್ಯ ಸಾಲಬಾಧೆ ತಾಳಲಾರದೇ ರೈತರು ಆತ್ಮಹತ್ಯೆ ಮಾಡಿಕೊಳ್ಳುತ್ತಿದ್ದು ರಾಷ್ಟ್ರೀಕೃತ ಬ್ಯಾಂಕುಗಳಲ್ಲಿರುವ ರೈತರ ಕೃಷಿ ಸಾಲವನ್ನು ಸಂಪೂರ್ಣ ಮನ್ನಾ ಮಾಡಬೇಕು ಎಂದು ರೈತ ಸಂಘದ ಪದಾಧಿಕಾರಿಗಳು ಆಗ್ರಹಿಸಿದರು. ಬರಗಾಲ, ಅತಿವೃಷ್ಟಿಯಿಂದ ಬೆಳೆ ಹಾನಿಯಾಗಿ ರೈತರು ಸಂಕಷ್ಟದಲ್ಲಿದ್ದಾರೆ. ಬೆಂಬಲ ಬೆಲೆ ಸಿಗದೇ ನಷ್ಟ ಅನುಭವಿಸುತ್ತಿದ್ದಾರೆ. <box>710 880 922 920</box>
column-divider-top-1 <box>465 96 466 308</box>
weather-icon <box>474 36 518 70</box>
column-divider-mid <box>652 314 653 754</box>
fold-bar-orange <box>640 1140 740 1144</box>
registration-dots-center <box>582 1446 618 1452</box>
lions-camp-body: ■ ಹಾವೇರಿ: ಲಯನ್ಸ್ ಕ್ಲಬ್ ಹಾಗೂ ಜಿಲ್ಲಾ ಆಸ್ಪತ್ರೆಯ ಸಂಯುಕ್ತ ಆಶ್ರಯದಲ್ಲಿ ಏ.26 ರಂದು ಬೆಳಗ್ಗೆ 10 ಗಂಟೆಯಿಂದ ನಗರದ ಲಯನ್ಸ್ ಶಾಲೆಯ ಆವರಣದಲ್ಲಿ ಉಚಿತ ಆರೋಗ್ಯ ತಪಾಸಣಾ ಶಿಬಿರ ಆಯೋಜಿಸಲಾಗಿದೆ. ಶಿಬಿರದಲ್ಲಿ ಕಣ್ಣು, ಹೃದಯ, ಮಧುಮೇಹ, ರಕ್ತದೊತ್ತಡ, ಎಲುಬು ಮತ್ತು ಕೀಲು ಸೇರಿದಂತೆ ವಿವಿಧ ತಜ್ಞ ವೈದ್ಯರು ತಪಾಸಣೆ ನಡೆಸಲಿದ್ದಾರೆ. ಅಗತ್ಯವಿರುವವರಿಗೆ ಉಚಿತ ಔಷಧಿ ವಿತರಿಸಲಾಗುವುದು. ಸಾರ್ವಜನಿಕರು ಶಿಬಿರದ ಸದುಪಯೋಗ ಪಡೆದುಕೊಳ್ಳಬೇಕು ಎಂದು ಲಯನ್ಸ್ ಕ್ಲಬ್ ಅಧ್ಯಕ್ಷರು ಸುದ್ದಿಗೋಷ್ಠಿಯಲ್ಲಿ ತಿಳಿಸಿದರು. <box>482 952 628 1046</box>
lions-camp-body-2: ■ ಹಾವೇರಿ: ಲಯನ್ಸ್ ಕ್ಲಬ್ ಹಾಗೂ ಜಿಲ್ಲಾ ಆಸ್ಪತ್ರೆಯ ಸಂಯುಕ್ತ ಆಶ್ರಯದಲ್ಲಿ ಏ.26 ರಂದು ಬೆಳಗ್ಗೆ 10 ಗಂಟೆಯಿಂದ ನಗರದ ಲಯನ್ಸ್ ಶಾಲೆಯ ಆವರಣದಲ್ಲಿ ಉಚಿತ ಆರೋಗ್ಯ ತಪಾಸಣಾ ಶಿಬಿರ ಆಯೋಜಿಸಲಾಗಿದೆ. ಶಿಬಿರದಲ್ಲಿ ಕಣ್ಣು, ಹೃದಯ, ಮಧುಮೇಹ, ರಕ್ತದೊತ್ತಡ, ಎಲುಬು ಮತ್ತು ಕೀಲು ಸೇರಿದಂತೆ ವಿವಿಧ ತಜ್ಞ ವೈದ್ಯರು ತಪಾಸಣೆ ನಡೆಸಲಿದ್ದಾರೆ. ಅಗತ್ಯವಿರುವವರಿಗೆ ಉಚಿತ ಔಷಧಿ ವಿತರಿಸಲಾಗುವುದು. ಸಾರ್ವಜನಿಕರು ಶಿಬಿರದ ಸದುಪಯೋಗ ಪಡೆದುಕೊಳ್ಳಬೇಕು ಎಂದು ಲಯನ್ಸ್ ಕ್ಲಬ್ ಅಧ್ಯಕ್ಷರು ಸುದ್ದಿಗೋಷ್ಠಿಯಲ್ಲಿ <box>634 1044 774 1138</box>
lions-press-photo <box>634 952 774 1040</box>
section-rule-2 <box>208 758 922 759</box>
kiru-story-4-body: ■ ಹಾವೇರಿ: ತಾಲೂಕಿನ ವ್ಯಕ್ತಿಯೊಬ್ಬರು ಕಾಣೆಯಾಗಿರುವ ಕುರಿತು ಪ್ರಕರಣ ದಾಖಲಾಗಿದೆ. ಎತ್ತರ 5.5 ಅಡಿ, ದುಂಡು ಮುಖ, ಗೋಧಿ ಬಣ್ಣ, ಬಿಳಿ ಕೂದಲು ಹೊಂದಿದ್ದು ಕನ್ನಡ ಮಾತನಾಡುತ್ತಾರೆ. ಮಾಹಿತಿ ಲಭ್ಯವಾದಲ್ಲಿ ಹಾವೇರಿ ಗ್ರಾಮೀಣ ಪೊಲೀಸ್ ಠಾಣೆ ದೂ: 08375-232493 ಅಥವಾ ಪಿಎಸ್ಐ ದೂ: 08375-233333 ಸಂಪರ್ಕಿಸಲು ಕೋರಲಾಗಿದೆ. <box>104 954 196 1059</box>
bullet-icon: ■ <box>563 655 573 664</box>
farmers-protest-photo <box>710 782 922 878</box>
bullet-icon: ■ <box>563 511 573 520</box>
bullet-item <box>563 555 643 575</box>
lions-camp-title: ಏ.26ಕ್ಕೆ ಲಯನ್ಸ್ ವತಿಯಿಂದ ಉಚಿತ ಆರೋಗ್ಯ ತಪಾಸಣಾ ಶಿಬಿರ <box>484 930 819 949</box>
brand-tagline: ರಾಷ್ಟ್ರೀಯತೆಯ ಧ್ವನಿ <box>815 66 853 73</box>
brand-name: ಹೊಸ ದಿಗಂತ <box>754 34 838 56</box>
kiru-story-3-title: ಬೆಳೆಗೆ ಮಳೆ ಅಡ್ಡಿ <box>76 392 148 407</box>
kiru-label: ಕಿರುಸುದ್ದಿ <box>68 102 115 121</box>
lawyers-protest-photo <box>704 96 922 238</box>
kiru-header <box>28 96 196 130</box>
clinic-seize-title: ಅನಧಿಕೃತ ಕ್ಲಿನಿಕ್ ಸೀಜ್ <box>482 1150 630 1174</box>
kiru-suddi-column <box>28 92 196 1147</box>
sfi-flag-icon: ★ <box>454 470 484 490</box>
masthead-city: ಹುಬ್ಬಳ್ಳಿ <box>48 58 73 69</box>
min-temp-label: ಕನಿಷ್ಠ <box>564 35 576 43</box>
